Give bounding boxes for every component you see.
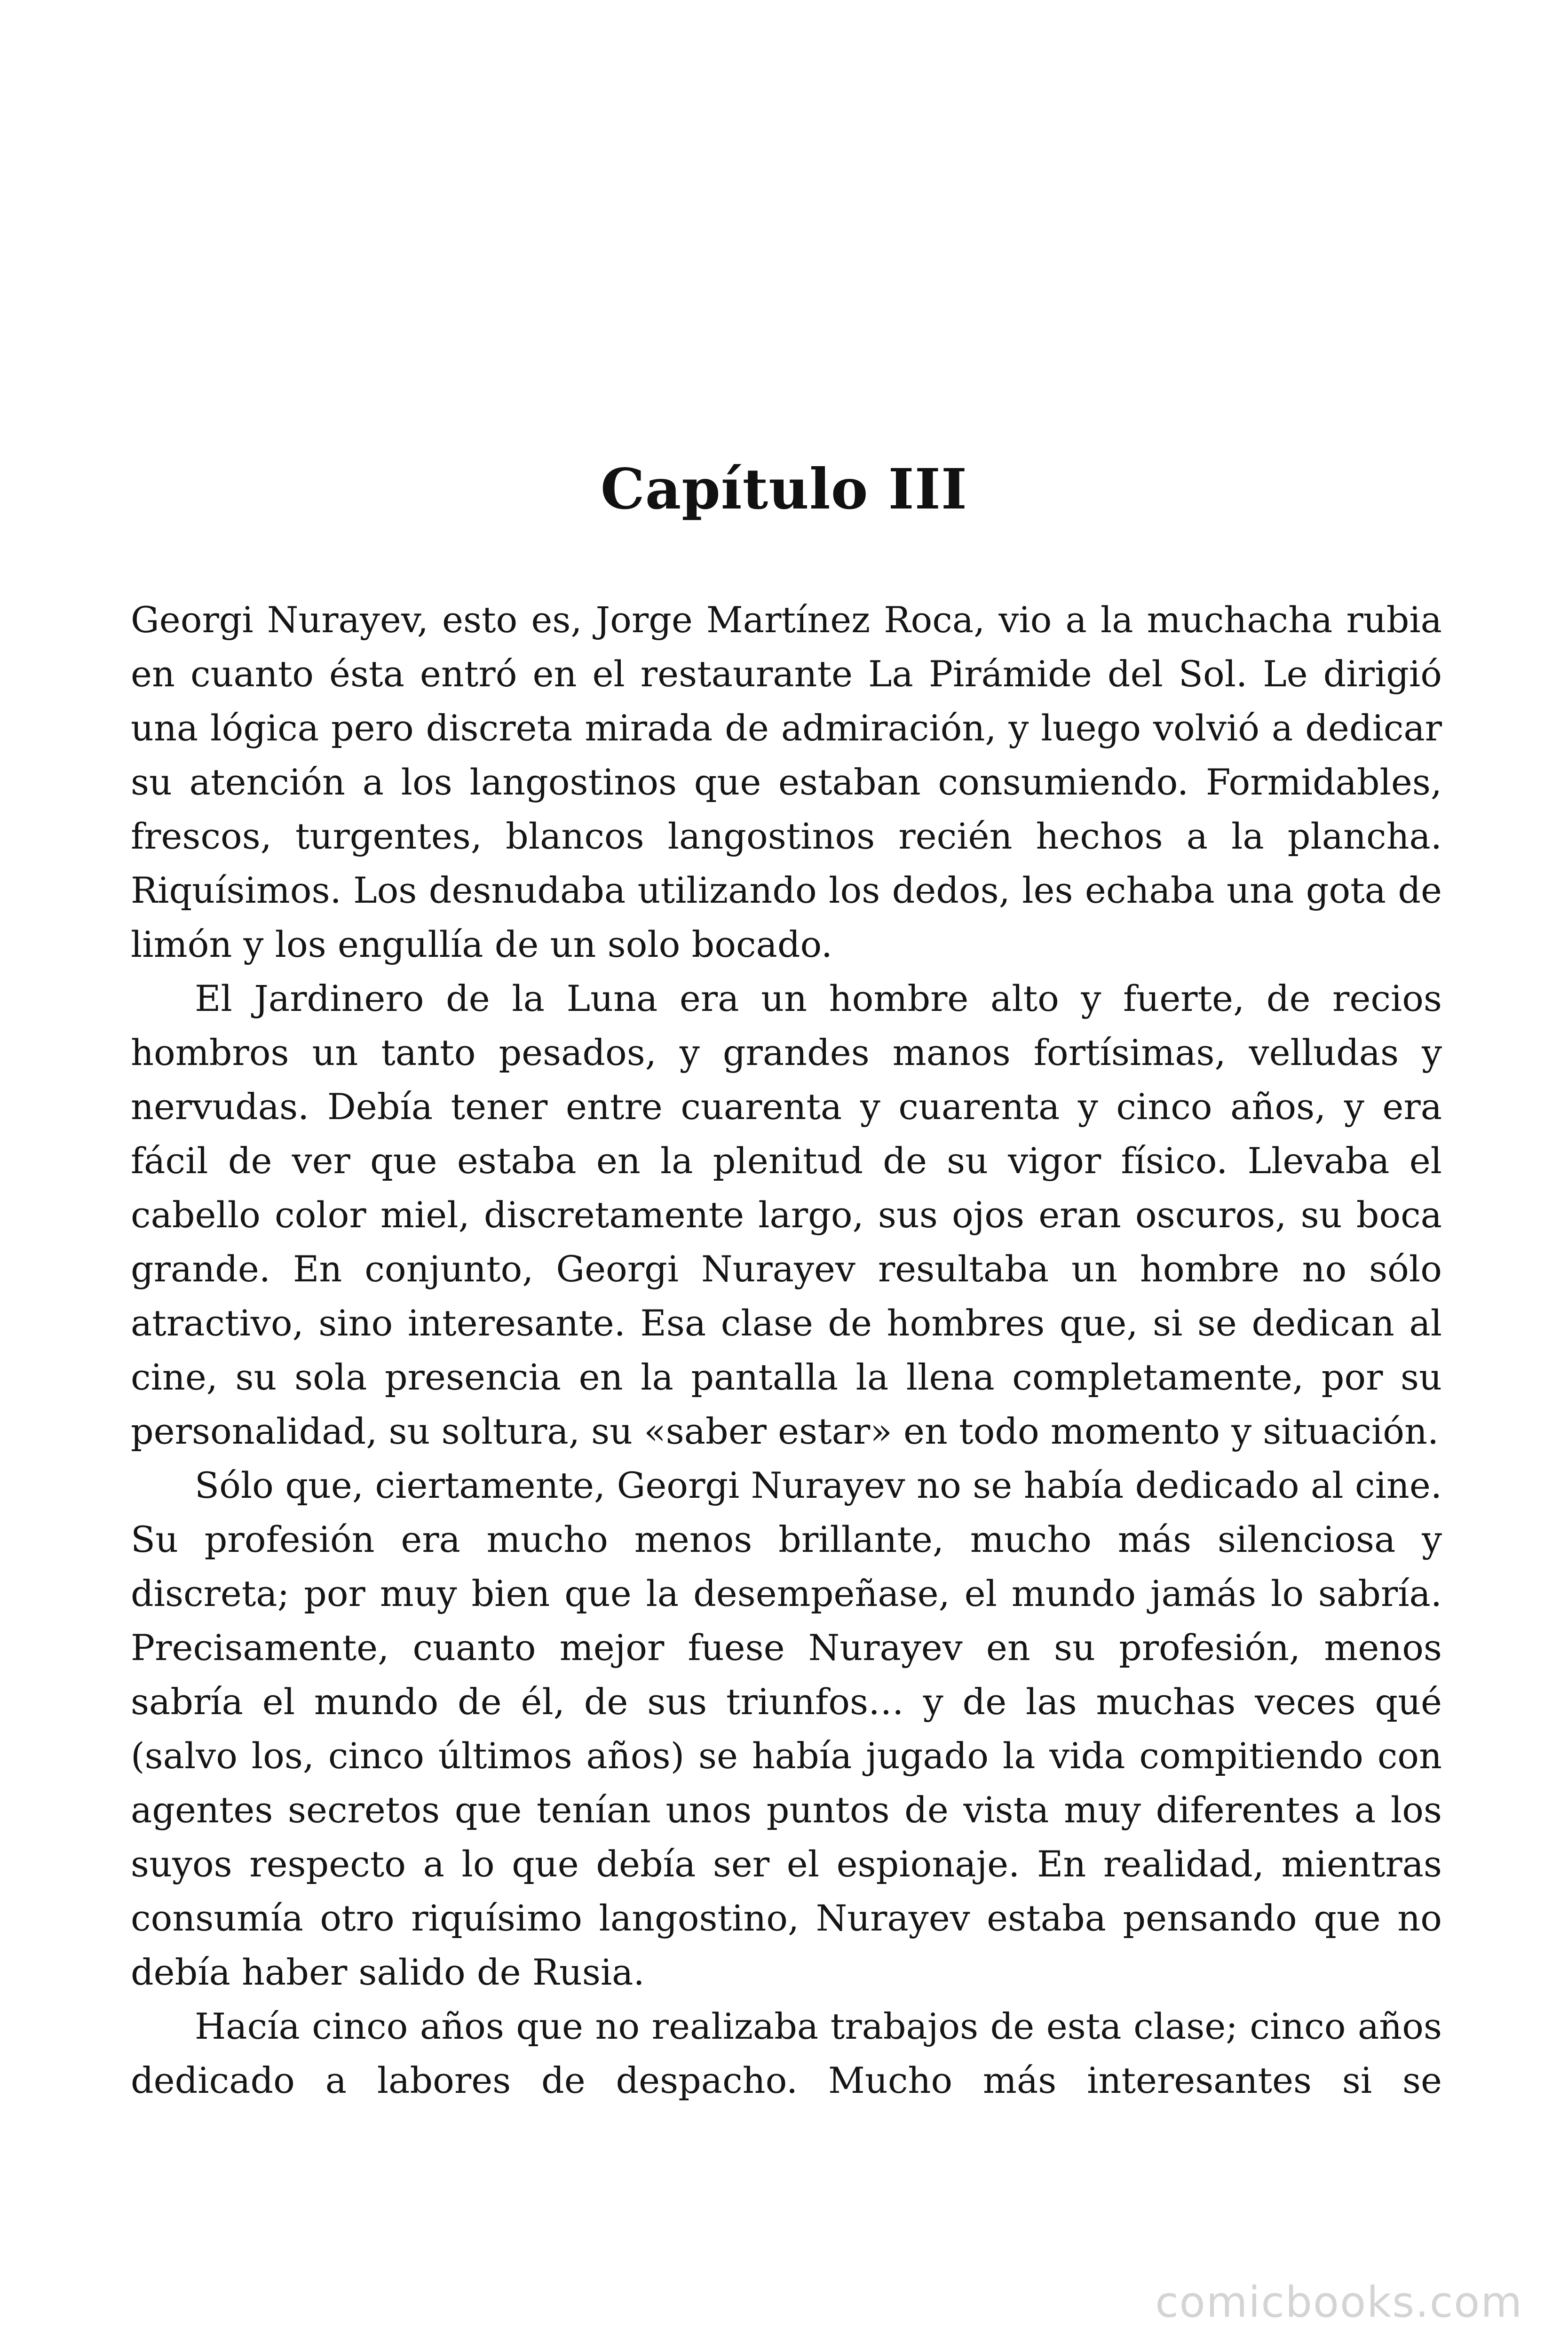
paragraph-3: Sólo que, ciertamente, Georgi Nurayev no se había dedicado al cine. Su profesión era mucho menos brillante, mucho más silenciosa y discreta; por muy bien que la desempeñase, el mundo jamás lo sabría. Precisamente, cuanto mejor fuese Nurayev en su profesión, menos sabría el mundo de él, de sus triunfos… y de las muchas veces qué (salvo los, cinco últimos años) se había jugado la vida compitiendo con agentes secretos que tenían unos puntos de vista muy diferentes a los suyos respecto a lo que debía ser el espionaje. En realidad, mientras consumía otro riquísimo langostino, Nurayev estaba pensando que no debía haber salido de Rusia. xyxy=(131,1464,1442,1993)
watermark-text: comicbooks.com xyxy=(1155,2278,1523,2327)
paragraph-4: Hacía cinco años que no realizaba trabajos de esta clase; cinco años dedicado a labores de despacho. Mucho más interesantes si se xyxy=(131,2005,1442,2101)
paragraph-2: El Jardinero de la Luna era un hombre alto y fuerte, de recios hombros un tanto pesados, y grandes manos fortísimas, velludas y nervudas. Debía tener entre cuarenta y cuarenta y cinco años, y era fácil de ver que estaba en la plenitud de su vigor físico. Llevaba el cabello color miel, discretamente largo, sus ojos eran oscuros, su boca grande. En conjunto, Georgi Nurayev resultaba un hombre no sólo atractivo, sino interesante. Esa clase de hombres que, si se dedican al cine, su sola presencia en la pantalla la llena completamente, por su personalidad, su soltura, su «saber estar» en todo momento y situación. xyxy=(131,977,1442,1452)
paragraph-1: Georgi Nurayev, esto es, Jorge Martínez Roca, vio a la muchacha rubia en cuanto ésta entró en el restaurante La Pirámide del Sol. Le dirigió una lógica pero discreta mirada de admiración, y luego volvió a dedicar su atención a los langostinos que estaban consumiendo. Formidables, frescos, turgentes, blancos langostinos recién hechos a la plancha. Riquísimos. Los desnudaba utilizando los dedos, les echaba una gota de limón y los engullía de un solo bocado. xyxy=(131,599,1442,965)
chapter-title: Capítulo III xyxy=(600,456,968,522)
chapter-body xyxy=(131,593,1442,2107)
